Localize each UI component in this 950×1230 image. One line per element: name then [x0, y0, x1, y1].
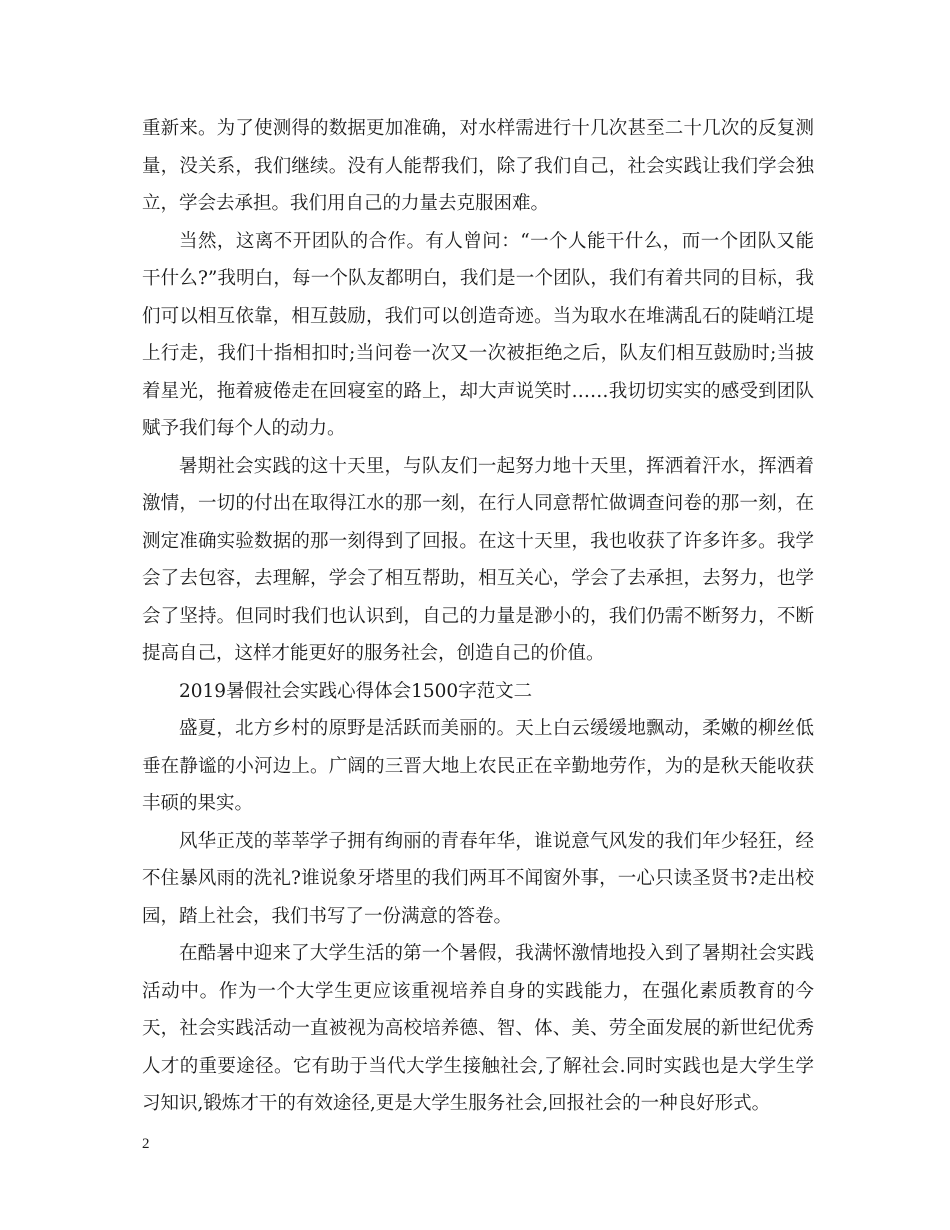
section-heading: 2019暑假社会实践心得体会1500字范文二 — [179, 680, 533, 702]
page-number: 2 — [142, 1136, 150, 1152]
paragraph-continuation: 重新来。为了使测得的数据更加准确，对水样需进行十几次甚至二十几次的反复测量，没关系，我们继续。没有人能帮我们，除了我们自己，社会实践让我们学会独立，学会去承担。我们用自己的力量去克服困难。 — [142, 118, 814, 214]
paragraph-practice: 在酷暑中迎来了大学生活的第一个暑假，我满怀激情地投入到了暑期社会实践活动中。作为一个大学生更应该重视培养自身的实践能力，在强化素质教育的今天，社会实践活动一直被视为高校培养德、智、体、美、劳全面发展的新世纪优秀人才的重要途径。它有助于当代大学生接触社会,了解社会.同时实践也是大学生学习知识,锻炼才干的有效途径,更是大学生服务社会,回报社会的一种良好形式。 — [142, 943, 814, 1114]
paragraph-summer: 盛夏，北方乡村的原野是活跃而美丽的。天上白云缓缓地飘动，柔嫩的柳丝低垂在静谧的小河边上。广阔的三晋大地上农民正在辛勤地劳作，为的是秋天能收获丰硕的果实。 — [142, 718, 814, 814]
document-body — [142, 110, 814, 1123]
paragraph-students: 风华正茂的莘莘学子拥有绚丽的青春年华，谁说意气风发的我们年少轻狂，经不住暴风雨的洗礼?谁说象牙塔里的我们两耳不闻窗外事，一心只读圣贤书?走出校园，踏上社会，我们书写了一份满意的答卷。 — [142, 830, 814, 927]
paragraph-teamwork: 当然，这离不开团队的合作。有人曾问：“一个人能干什么，而一个团队又能干什么?”我明白，每一个队友都明白，我们是一个团队，我们有着共同的目标，我们可以相互依靠，相互鼓励，我们可以创造奇迹。当为取水在堆满乱石的陡峭江堤上行走，我们十指相扣时;当问卷一次又一次被拒绝之后，队友们相互鼓励时;当披着星光，拖着疲倦走在回寝室的路上，却大声说笑时……我切切实实的感受到团队赋予我们每个人的动力。 — [142, 230, 814, 439]
paragraph-ten-days: 暑期社会实践的这十天里，与队友们一起努力地十天里，挥洒着汗水，挥洒着激情，一切的付出在取得江水的那一刻，在行人同意帮忙做调查问卷的那一刻，在测定准确实验数据的那一刻得到了回报。在这十天里，我也收获了许多许多。我学会了去包容，去理解，学会了相互帮助，相互关心，学会了去承担，去努力，也学会了坚持。但同时我们也认识到，自己的力量是渺小的，我们仍需不断努力，不断提高自己，这样才能更好的服务社会，创造自己的价值。 — [142, 455, 814, 664]
